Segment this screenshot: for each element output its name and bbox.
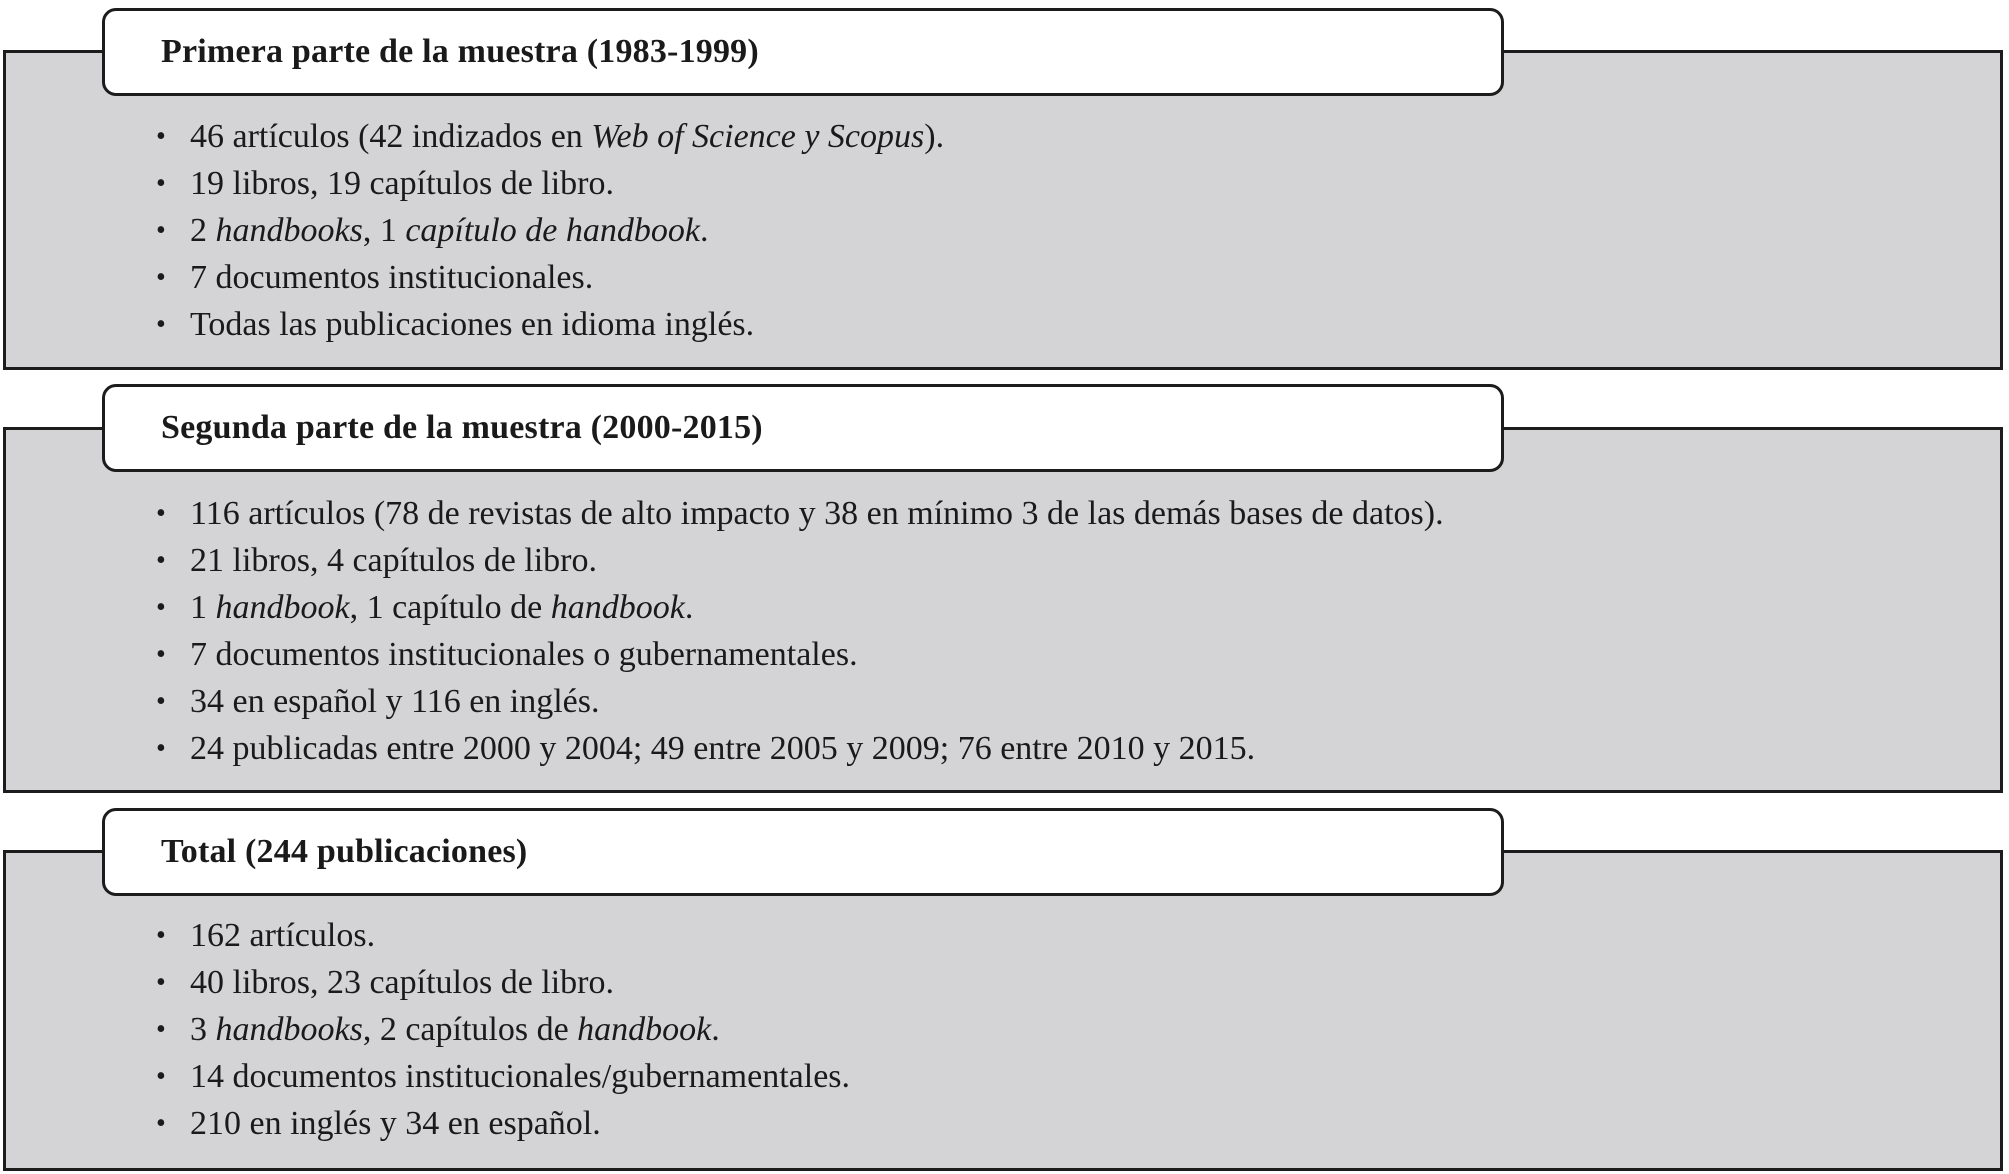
- section-header: [102, 8, 1504, 96]
- list-item: [156, 678, 1444, 725]
- list-item: [156, 1100, 850, 1147]
- item-text: .: [711, 1011, 720, 1048]
- list-item: [156, 113, 944, 160]
- item-text-italic: handbooks: [215, 1011, 363, 1048]
- item-text: 2: [190, 212, 216, 249]
- item-text-italic: handbooks: [215, 212, 363, 249]
- list-item: [156, 1006, 850, 1053]
- bullet-icon: •: [156, 1061, 166, 1092]
- item-text: 210 en inglés y 34 en español.: [190, 1105, 601, 1142]
- list-item: [156, 301, 944, 348]
- bullet-icon: •: [156, 733, 166, 764]
- list-item: [156, 959, 850, 1006]
- item-text: 24 publicadas entre 2000 y 2004; 49 entre 2005 y 2009; 76 entre 2010 y 2015.: [190, 730, 1256, 767]
- item-text-italic: handbook: [215, 589, 350, 626]
- section-header: [102, 808, 1504, 896]
- item-text: 1: [190, 589, 216, 626]
- item-list: [156, 912, 850, 1147]
- list-item: [156, 207, 944, 254]
- item-text: Todas las publicaciones en idioma inglés.: [190, 306, 755, 343]
- item-text-italic: Web of Science y Scopus: [591, 118, 925, 155]
- item-text: 19 libros, 19 capítulos de libro.: [190, 165, 615, 202]
- bullet-icon: •: [156, 215, 166, 246]
- list-item: [156, 490, 1444, 537]
- list-item: [156, 725, 1444, 772]
- bullet-icon: •: [156, 639, 166, 670]
- item-text: , 2 capítulos de: [362, 1011, 578, 1048]
- item-text: 3: [190, 1011, 216, 1048]
- section-title: Segunda parte de la muestra (2000-2015): [161, 409, 763, 446]
- bullet-icon: •: [156, 920, 166, 951]
- item-text: 40 libros, 23 capítulos de libro.: [190, 964, 615, 1001]
- list-item: [156, 537, 1444, 584]
- item-text: 34 en español y 116 en inglés.: [190, 683, 600, 720]
- item-text: , 1 capítulo de: [349, 589, 551, 626]
- section-title: Total (244 publicaciones): [161, 833, 528, 870]
- item-text: .: [699, 212, 709, 249]
- list-item: [156, 631, 1444, 678]
- item-text: 46 artículos (42 indizados en: [190, 118, 592, 155]
- list-item: [156, 584, 1444, 631]
- bullet-icon: •: [156, 121, 166, 152]
- item-list: [156, 490, 1444, 772]
- item-text: ).: [924, 118, 945, 155]
- bullet-icon: •: [156, 1108, 166, 1139]
- list-item: [156, 254, 944, 301]
- list-item: [156, 912, 850, 959]
- section-title: Primera parte de la muestra (1983-1999): [161, 33, 759, 70]
- section-header: [102, 384, 1504, 472]
- item-text: .: [684, 589, 694, 626]
- item-text: , 1: [362, 212, 406, 249]
- item-text: 7 documentos institucionales.: [190, 259, 594, 296]
- bullet-icon: •: [156, 967, 166, 998]
- item-text-italic: capítulo de handbook: [405, 212, 700, 249]
- item-text: 162 artículos.: [190, 917, 376, 954]
- item-text-italic: handbook: [550, 589, 685, 626]
- item-text: 7 documentos institucionales o gubernamentales.: [190, 636, 858, 673]
- item-text: 14 documentos institucionales/gubernamentales.: [190, 1058, 851, 1095]
- list-item: [156, 160, 944, 207]
- item-text: 116 artículos (78 de revistas de alto impacto y 38 en mínimo 3 de las demás bases de datos).: [190, 495, 1444, 532]
- bullet-icon: •: [156, 686, 166, 717]
- list-item: [156, 1053, 850, 1100]
- bullet-icon: •: [156, 498, 166, 529]
- bullet-icon: •: [156, 545, 166, 576]
- bullet-icon: •: [156, 309, 166, 340]
- bullet-icon: •: [156, 168, 166, 199]
- bullet-icon: •: [156, 1014, 166, 1045]
- bullet-icon: •: [156, 262, 166, 293]
- item-text: 21 libros, 4 capítulos de libro.: [190, 542, 598, 579]
- bullet-icon: •: [156, 592, 166, 623]
- item-list: [156, 113, 944, 348]
- item-text-italic: handbook: [577, 1011, 712, 1048]
